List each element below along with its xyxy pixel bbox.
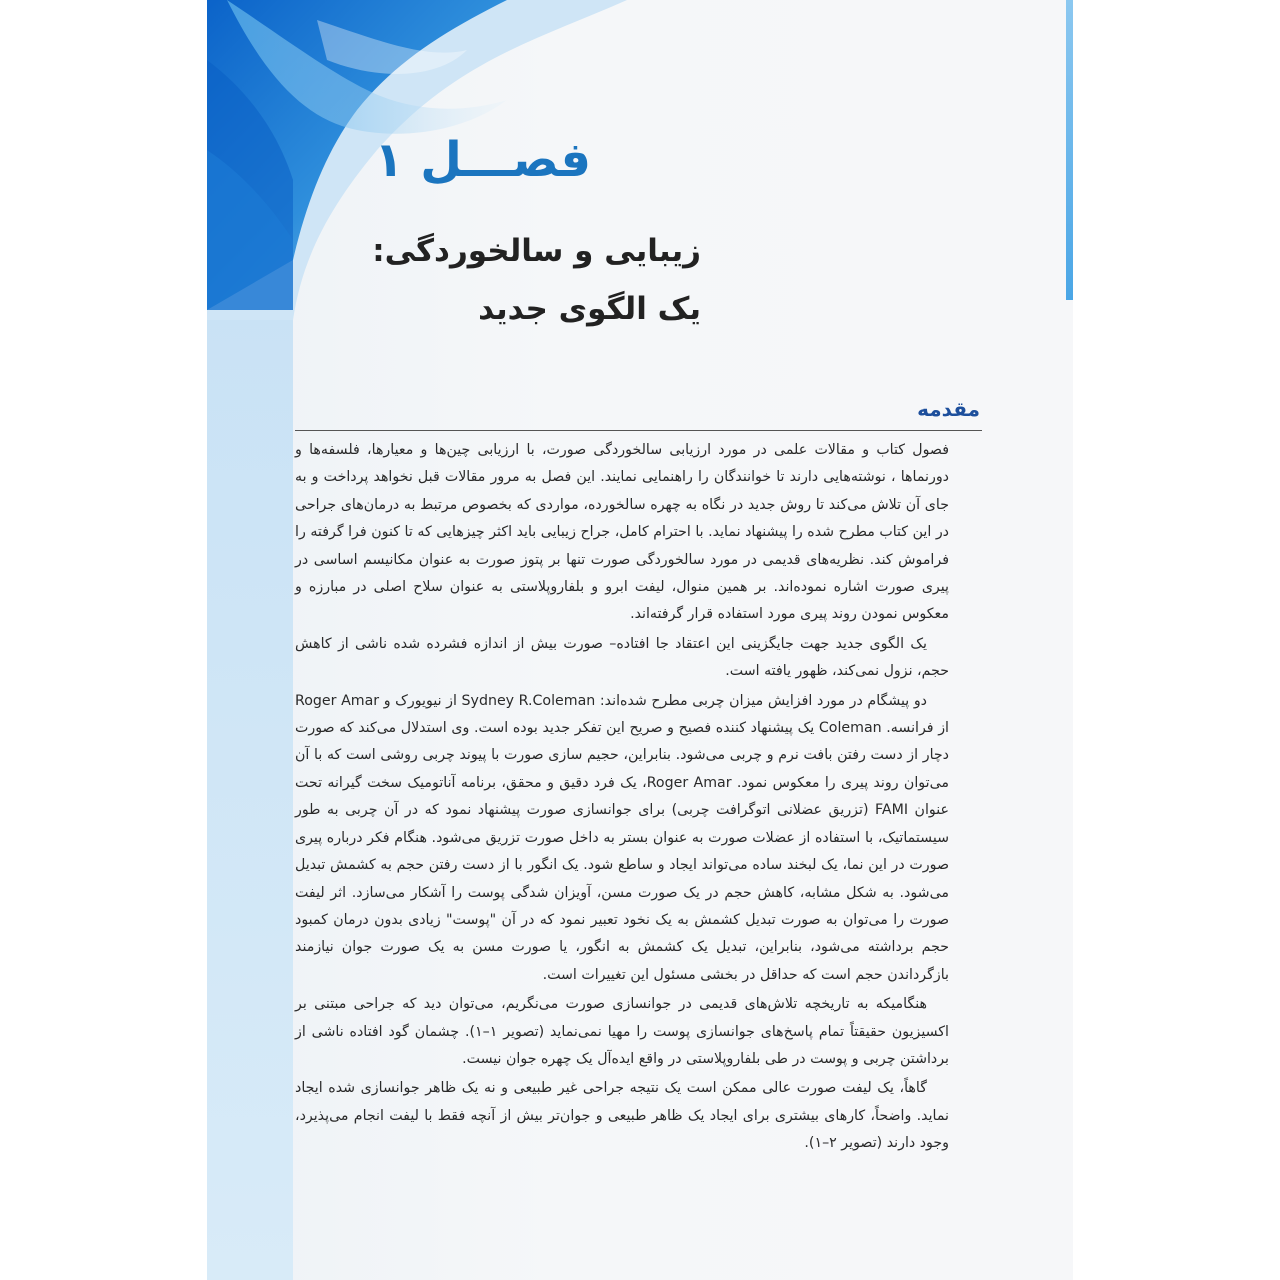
body-text xyxy=(295,437,949,1160)
chapter-title-line-1: زیبایی و سالخوردگی: xyxy=(372,233,701,269)
right-blue-edge xyxy=(1066,0,1073,300)
section-heading: مقدمه xyxy=(917,397,980,421)
section-divider xyxy=(295,430,982,431)
book-page xyxy=(207,0,1073,1280)
left-blue-strip xyxy=(207,310,293,1280)
paragraph: یک الگوی جدید جهت جایگزینی این اعتقاد جا افتاده– صورت بیش از اندازه فشرده شده ناشی از کاهش حجم، نزول نمی‌کند، ظهور یافته است. xyxy=(295,635,949,680)
paragraph: هنگامیکه به تاریخچه تلاش‌های قدیمی در جوانسازی صورت می‌نگریم، می‌توان دید که جراحی مبتنی بر اکسیزیون حقیقتاً تمام پاسخ‌های جوانسازی پوست را مهیا نمی‌نماید (تصویر ۱–۱). چشمان گود افتاده ناشی از برداشتن چربی و پوست در طی بلفاروپلاستی در واقع ایده‌آل یک چهره جوان نیست. xyxy=(295,996,949,1067)
chapter-title-line-2: یک الگوی جدید xyxy=(478,291,701,327)
chapter-heading: فصـــل ۱ xyxy=(374,132,591,188)
chapter-title xyxy=(372,222,701,338)
paragraph: فصول کتاب و مقالات علمی در مورد ارزیابی سالخوردگی صورت، با ارزیابی چین‌ها و معیارها، فلسفه‌ها و دورنماها ، نوشته‌هایی دارند تا خوانندگان را راهنمایی نمایند. این فصل به مرور مقالات قبل نخواهد پرداخت و به جای آن تلاش می‌کند تا روش جدید در نگاه به چهره سالخورده، مواردی که بخصوص مرتبط به درمان‌های جراحی در این کتاب مطرح شده را پیشنهاد نماید. با احترام کامل، جراح زیبایی باید اکثر چیزهایی که تا کنون فرا گرفته را فراموش کند. نظریه‌های قدیمی در مورد سالخوردگی صورت تنها بر پتوز صورت به عنوان مکانیسم اساسی در پیری صورت اشاره نموده‌اند. بر همین منوال، لیفت ابرو و بلفاروپلاستی به عنوان سلاح اصلی در مبارزه و معکوس نمودن روند پیری مورد استفاده قرار گرفته‌اند. xyxy=(295,442,949,623)
paragraph: گاهاً، یک لیفت صورت عالی ممکن است یک نتیجه جراحی غیر طبیعی و نه یک ظاهر جوانسازی شده ایجاد نماید. واضحاً، کارهای بیشتری برای ایجاد یک ظاهر طبیعی و جوان‌تر بیش از آنچه فقط با لیفت انجام می‌پذیرد، وجود دارند (تصویر ۲–۱). xyxy=(295,1080,949,1152)
paragraph: دو پیشگام در مورد افزایش میزان چربی مطرح شده‌اند: Sydney R.Coleman از نیویورک و Roger Amar از فرانسه. Coleman یک پیشنهاد کننده فصیح و صریح این تفکر جدید بوده است. وی استدلال می‌کند که صورت دچار از دست رفتن بافت نرم و چربی می‌شود. بنابراین، حجیم سازی صورت با پیوند چربی روشی است که با آن می‌توان روند پیری را معکوس نمود. Roger Amar، یک فرد دقیق و محقق، برنامه آناتومیک سخت گیرانه تحت عنوان FAMI (تزریق عضلانی اتوگرافت چربی) برای جوانسازی صورت پیشنهاد نمود که در آن چربی به طور سیستماتیک، با استفاده از عضلات صورت به عنوان بستر به داخل صورت تزریق می‌شود. هنگام فکر درباره پیری صورت در این نما، یک لبخند ساده می‌تواند ایجاد و ساطع شود. یک انگور با از دست رفتن حجم به کشمش تبدیل می‌شود. به شکل مشابه، کاهش حجم در یک صورت مسن، آویزان شدگی پوست را آشکار می‌سازد. اثر لیفت صورت را می‌توان به صورت تبدیل کشمش به یک نخود تعبیر نمود که در آن "پوست" زیادی بدون درمان کمبود حجم برداشته می‌شود، بنابراین، تبدیل یک کشمش به انگور، یا صورت مسن به یک صورت جوان نیازمند بازگرداندن حجم است که حداقل در بخشی مسئول این تغییرات است. xyxy=(295,692,949,983)
